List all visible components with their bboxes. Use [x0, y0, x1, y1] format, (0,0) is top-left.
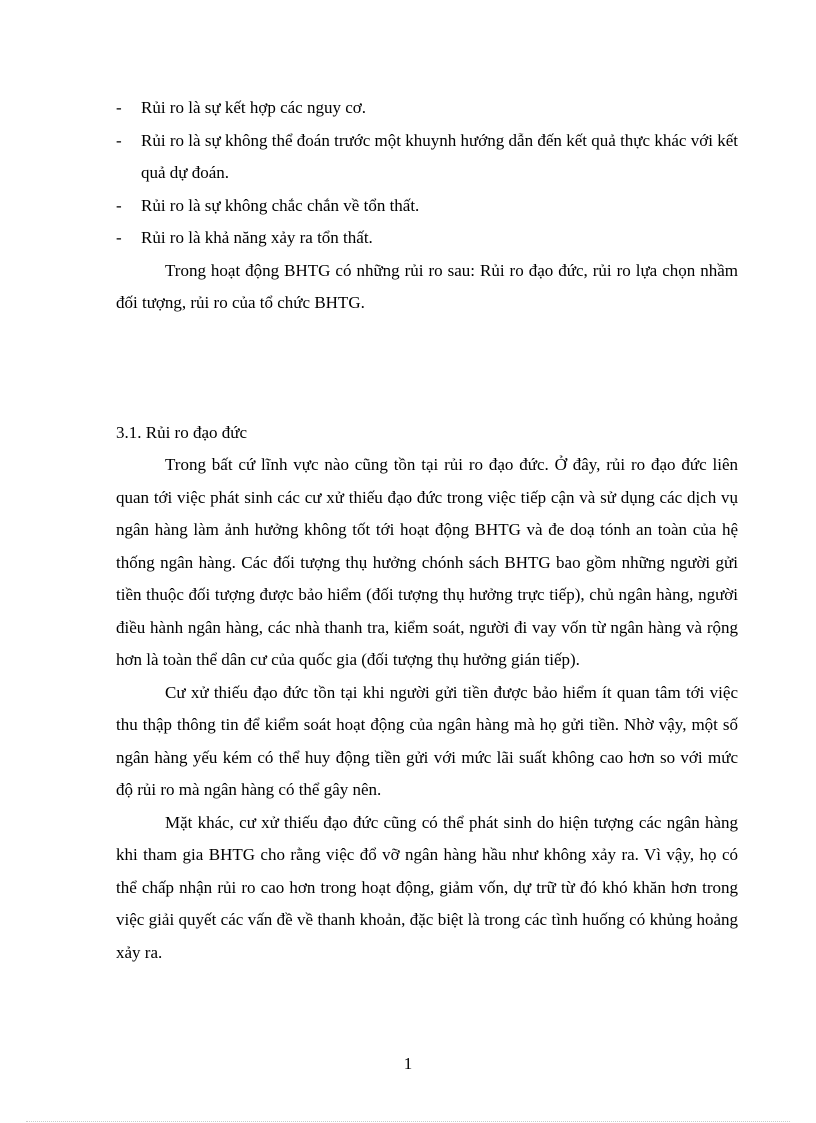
intro-paragraph: Trong hoạt động BHTG có những rủi ro sau: Rủi ro đạo đức, rủi ro lựa chọn nhầm đối tượng, rủi ro của tổ chức BHTG. — [116, 260, 738, 312]
list-item — [116, 190, 738, 223]
bullet-marker: - — [116, 130, 122, 150]
bullet-marker: - — [116, 195, 122, 215]
bullet-marker: - — [116, 98, 122, 117]
list-item-text: Rủi ro là sự không chắc chắn về tổn thất. — [141, 195, 420, 215]
page-bottom-divider — [26, 1121, 790, 1122]
risk-definition-list — [116, 92, 738, 255]
page-number: 1 — [403, 1054, 413, 1073]
list-item — [116, 125, 738, 190]
list-item — [116, 92, 738, 125]
section-heading: 3.1. Rủi ro đạo đức — [116, 422, 248, 442]
list-item — [116, 222, 738, 255]
body-paragraph: Cư xử thiếu đạo đức tồn tại khi người gửi tiền được bảo hiểm ít quan tâm tới việc thu thập thông tin để kiểm soát hoạt động của ngân hàng mà họ gửi tiền. Nhờ vậy, một số ngân hàng yếu kém có thể huy động tiền gửi với mức lãi suất không cao hơn so với mức độ rủi ro mà ngân hàng có thể gây nên. — [116, 682, 738, 799]
section-spacer — [116, 320, 738, 417]
list-item-text: Rủi ro là khả năng xảy ra tổn thất. — [141, 228, 373, 247]
bullet-marker: - — [116, 228, 122, 247]
page-content — [116, 92, 738, 969]
list-item-text: Rủi ro là sự kết hợp các nguy cơ. — [141, 98, 367, 117]
body-paragraph: Mặt khác, cư xử thiếu đạo đức cũng có thể phát sinh do hiện tượng các ngân hàng khi tham gia BHTG cho rằng việc đổ vỡ ngân hàng hầu như không xảy ra. Vì vậy, họ có thể chấp nhận rủi ro cao hơn trong hoạt động, giảm vốn, dự trữ từ đó khó khăn hơn trong việc giải quyết các vấn đề về thanh khoản, đặc biệt là trong các tình huống có khủng hoảng xảy ra. — [116, 812, 738, 962]
list-item-text: Rủi ro là sự không thể đoán trước một khuynh hướng dẫn đến kết quả thực khác với kết quả dự đoán. — [141, 130, 738, 182]
body-paragraph: Trong bất cứ lĩnh vực nào cũng tồn tại rủi ro đạo đức. Ở đây, rủi ro đạo đức liên quan tới việc phát sinh các cư xử thiếu đạo đức trong việc tiếp cận và sử dụng các dịch vụ ngân hàng làm ảnh hưởng không tốt tới hoạt động BHTG và đe doạ tónh an toàn của hệ thống ngân hàng. Các đối tượng thụ hưởng chónh sách BHTG bao gồm những người gửi tiền thuộc đối tượng được bảo hiểm (đối tượng thụ hưởng trực tiếp), chủ ngân hàng, người điều hành ngân hàng, các nhà thanh tra, kiểm soát, người đi vay vốn từ ngân hàng và rộng hơn là toàn thể dân cư của quốc gia (đối tượng thụ hưởng gián tiếp). — [116, 455, 738, 669]
